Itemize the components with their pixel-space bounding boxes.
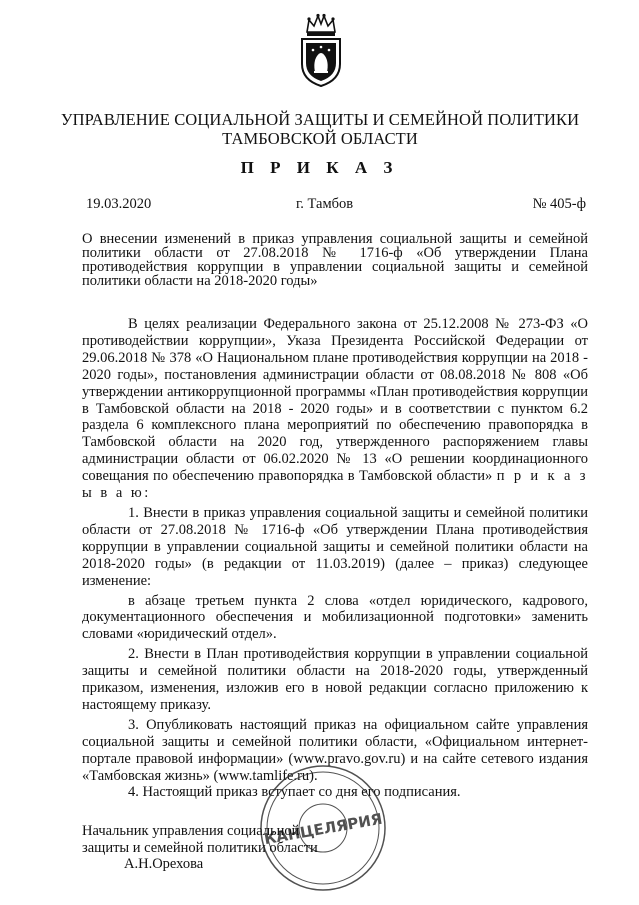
signatory-position-line2: защиты и семейной политики области — [82, 839, 318, 856]
organization-name — [60, 110, 580, 148]
document-type: П Р И К А З — [240, 158, 399, 177]
signature-block — [82, 823, 412, 873]
stamp-label: КАНЦЕЛЯРИЯ — [262, 809, 384, 849]
signatory-name: А.Н.Орехова — [124, 856, 204, 872]
item-1-subparagraph: в абзаце третьем пункта 2 слова «отдел юридического, кадрового, документационного обеспечения и мобилизационной подготовки» заменить словами «юридический отдел». — [82, 592, 588, 643]
item-1: 1. Внести в приказ управления социальной защиты и семейной политики области от 27.08.2018 № 1716-ф «Об утверждении Плана противодействия коррупции в управлении социальной защиты и семейной политики области на 2018-2020 годы» (в редакции от 11.03.2019) (далее – приказ) следующее изменение: — [82, 504, 588, 589]
item-3: 3. Опубликовать настоящий приказ на официальном сайте управления социальной защиты и семейной политики области, «Официальном интернет-портале правовой информации» (www.pravo.gov.ru) и на сайте сетевого издания «Тамбовская жизнь» (www.tamlife.ru). — [82, 716, 588, 784]
preamble-paragraph — [82, 316, 588, 502]
coat-of-arms-icon — [299, 12, 343, 88]
document-number: № 405-ф — [532, 196, 586, 212]
document-city: г. Тамбов — [296, 196, 354, 212]
signatory-position-line1: Начальник управления социальной — [82, 823, 300, 839]
document-meta — [86, 195, 586, 213]
document-body — [82, 316, 588, 801]
document-subject: О внесении изменений в приказ управления социальной защиты и семейной политики области от 27.08.2018 № 1716-ф «Об утверждении Плана противодействия коррупции в управлении социальной защиты и семейной политики области на 2018-2020 годы» — [82, 231, 588, 289]
organization-name-line1: УПРАВЛЕНИЕ СОЦИАЛЬНОЙ ЗАЩИТЫ И СЕМЕЙНОЙ ПОЛИТИКИ — [60, 110, 580, 129]
item-4: 4. Настоящий приказ вступает со дня его подписания. — [128, 784, 461, 801]
organization-name-line2: ТАМБОВСКОЙ ОБЛАСТИ — [222, 129, 418, 148]
order-word: п р и к а з ы в а ю: — [82, 468, 589, 502]
preamble-text: В целях реализации Федерального закона от 25.12.2008 № 273-ФЗ «О противодействии коррупции», Указа Президента Российской Федерации от 29.06.2018 № 378 «О Национальном плане противодействия коррупции на 2018 - 2020 годы», постановления администрации области от 08.08.2018 № 808 «Об утверждении антикоррупционной программы «План противодействия коррупции в Тамбовской области на 2018 - 2020 годы» и в соответствии с пунктом 6.2 раздела 6 комплексного плана мероприятий по обеспечению правопорядка в Тамбовской области на 2020 год, утвержденного распоряжением главы администрации области от 06.02.2020 № 13 «О решении координационного совещания по обеспечению правопорядка в Тамбовской области» — [82, 316, 588, 485]
document-date: 19.03.2020 — [86, 196, 152, 212]
item-2: 2. Внести в План противодействия коррупции в управлении социальной защиты и семейной политики области на 2018-2020 годы, утвержденный приказом, изменения, изложив его в новой редакции согласно приложению к настоящему приказу. — [82, 646, 588, 713]
